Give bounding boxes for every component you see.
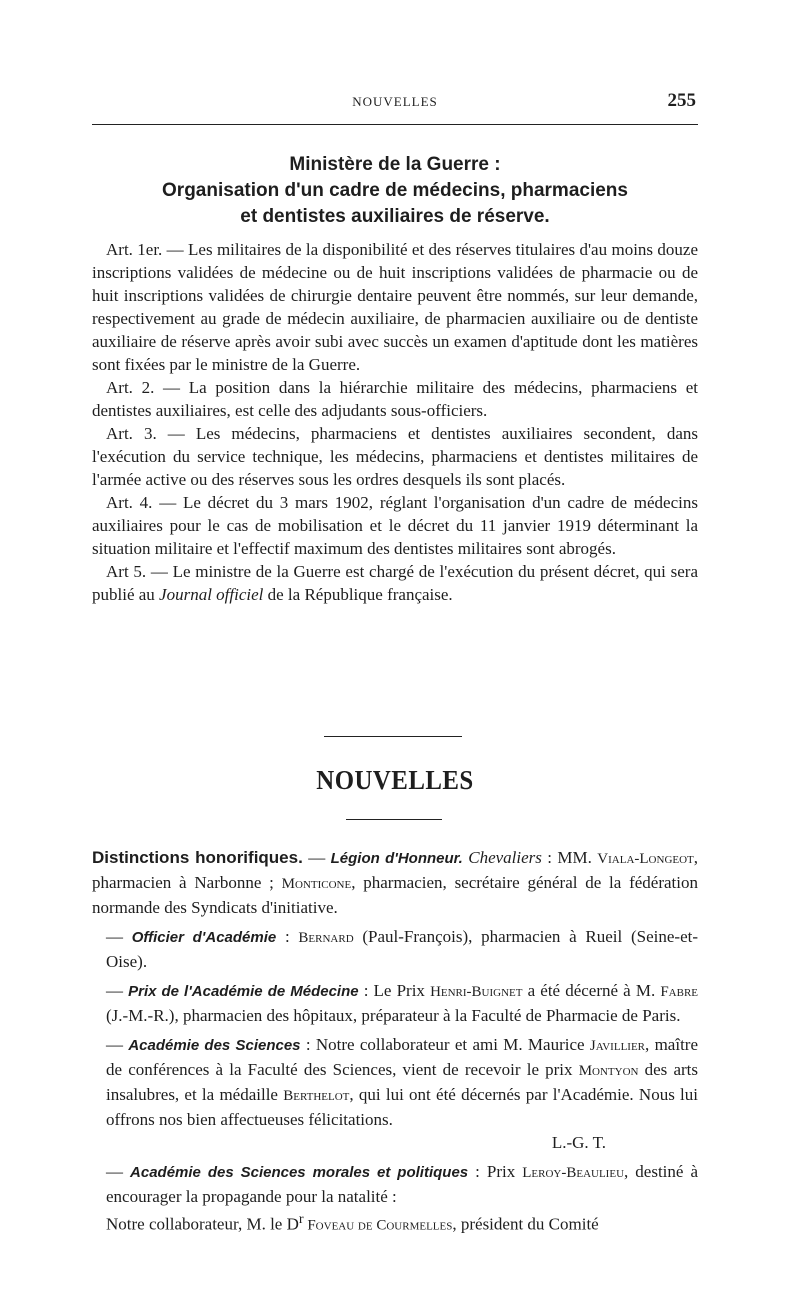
article-text: — Les militaires de la disponibilité et des réserves titulaires d'au moins douze inscriptions validées de médecine ou de huit inscriptions validées de pharmacie ou de huit inscriptions validées de chirurgie dentaire peuvent être nommés, sur leur demande, respectivement au grade de médecin auxiliaire, de pharmacien auxiliaire ou de dentiste auxiliaire de réserve après avoir subi avec succès un examen d'aptitude dont les matières sont fixées par le ministre de la Guerre.: [92, 240, 698, 374]
article-4: [92, 491, 698, 560]
text: (J.-M.-R.), pharmacien des hôpitaux, préparateur à la Faculté de Pharmacie de Paris.: [106, 1006, 681, 1025]
text: , pharmacien, secrétaire général de la fédération normande des Syndicats d'initiative.: [92, 873, 698, 917]
article-label: Art. 3.: [106, 424, 157, 443]
running-title: NOUVELLES: [352, 94, 438, 109]
news-item-prix-medecine: [92, 979, 698, 1027]
news-body: [92, 846, 698, 1244]
dash: —: [106, 1035, 129, 1054]
article-text: — Les médecins, pharmaciens et dentistes auxiliaires secondent, dans l'exécution du service technique, les médecins, pharmaciens et dentistes militaires de l'armée active ou des réserves sous les ordres desquels ils sont placés.: [92, 424, 698, 489]
person-name: Leroy-Beaulieu: [522, 1165, 625, 1181]
dash: —: [106, 1162, 131, 1181]
article-label: Art. 2.: [106, 378, 155, 397]
news-lead: Distinctions honorifiques.: [92, 848, 303, 867]
running-head: [92, 92, 698, 114]
person-name: Bernard: [298, 930, 354, 946]
text: , pharmacien à Narbonne ;: [92, 848, 699, 892]
news-item-collaborateur: [92, 1208, 698, 1238]
section-divider-bottom: [346, 819, 442, 820]
text: Notre collaborateur, M. le D: [106, 1214, 299, 1234]
article-3: [92, 422, 698, 491]
text: des arts insalubres, et la médaille: [106, 1060, 698, 1104]
person-name: Foveau de Courmelles: [303, 1217, 453, 1234]
section-divider-top: [324, 736, 462, 737]
person-name: Monticone: [281, 876, 352, 892]
honor-sub: Chevaliers: [462, 848, 542, 867]
article-label: Art 5.: [106, 562, 147, 581]
text: , qui lui ont été décernés par l'Académie. Nous lui offrons nos bien affectueuses félicitations.: [106, 1085, 699, 1129]
articles: [92, 238, 698, 606]
ministry-title: [92, 152, 698, 230]
award-title: Prix de l'Académie de Médecine: [128, 983, 359, 1000]
text: a été décerné à M.: [522, 981, 661, 1000]
ministry-title-line3: et dentistes auxiliaires de réserve.: [240, 206, 550, 227]
article-text: — Le décret du 3 mars 1902, réglant l'organisation d'un cadre de médecins auxiliaires pour le cas de mobilisation et le décret du 11 janvier 1919 déterminant la situation militaire et l'effectif maximum des dentistes militaires sont abrogés.: [92, 493, 698, 558]
person-name: Fabre: [660, 984, 699, 1000]
text: : Notre collaborateur et ami M. Maurice: [300, 1035, 590, 1054]
news-item-academie-sciences: [92, 1033, 698, 1131]
ministry-title-line1: Ministère de la Guerre :: [289, 154, 501, 175]
superscript: r: [298, 1211, 304, 1227]
text: , maître de conférences à la Faculté des Sciences, vient de recevoir le prix: [106, 1035, 698, 1079]
person-name: Henri-Buignet: [430, 984, 523, 1000]
text: : MM.: [541, 848, 598, 867]
award-title: Académie des Sciences: [128, 1037, 301, 1054]
article-label: Art. 1er.: [106, 240, 163, 259]
person-name: Javillier: [589, 1038, 646, 1054]
dash: —: [106, 981, 129, 1000]
news-item-officier: [92, 925, 698, 973]
person-name: Berthelot: [283, 1088, 350, 1104]
signature: L.-G. T.: [551, 1133, 606, 1152]
dash: —: [302, 848, 331, 867]
person-name: Montyon: [578, 1063, 639, 1079]
page-number: 255: [667, 90, 696, 111]
text: , président du Comité: [452, 1214, 599, 1234]
news-item-academie-morales: [92, 1160, 698, 1208]
article-5: [92, 560, 698, 606]
ministry-title-line2: Organisation d'un cadre de médecins, pharmaciens: [162, 180, 628, 201]
honor-title: Légion d'Honneur.: [330, 850, 463, 867]
article-2: [92, 376, 698, 422]
article-text-end: de la République française.: [263, 585, 453, 604]
text: : Le Prix: [358, 981, 431, 1000]
award-title: Académie des Sciences morales et politiques: [130, 1164, 469, 1181]
text: , destiné à encourager la propagande pour la natalité :: [106, 1162, 698, 1206]
dash: —: [106, 927, 132, 946]
text: :: [276, 927, 299, 946]
article-text: — La position dans la hiérarchie militaire des médecins, pharmaciens et dentistes auxiliaires, est celle des adjudants sous-officiers.: [92, 378, 698, 420]
person-name: Viala-Longeot: [597, 851, 694, 867]
article-1: [92, 238, 698, 376]
journal-title: Journal officiel: [159, 585, 264, 604]
article-label: Art. 4.: [106, 493, 153, 512]
text: : Prix: [468, 1162, 523, 1181]
article-text: — Le ministre de la Guerre est chargé de l'exécution du présent décret, qui sera publié au: [92, 562, 699, 604]
news-heading: NOUVELLES: [316, 765, 474, 795]
text: (Paul-François), pharmacien à Rueil (Seine-et-Oise).: [106, 927, 698, 971]
news-item-distinctions: [92, 846, 698, 919]
header-rule: [92, 124, 698, 125]
award-title: Officier d'Académie: [131, 929, 277, 946]
